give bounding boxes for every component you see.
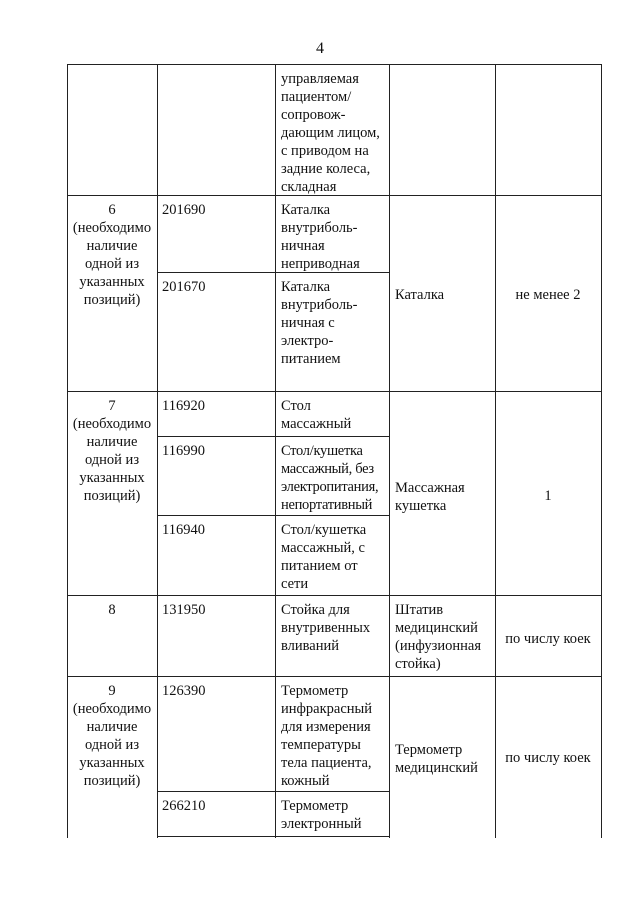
- code-cell: 266210: [162, 798, 206, 814]
- item-name-cell: Термометр инфракрасный для измерения температуры тела пациента, кожный: [281, 683, 373, 789]
- item-name-cell: Термометр электронный: [281, 798, 362, 832]
- item-name-cell: Стол массажный: [281, 398, 352, 432]
- quantity-cell: по числу коек: [505, 631, 591, 647]
- code-cell: 126390: [162, 683, 206, 699]
- item-name-cell: Стол/кушетка массажный, с питанием от сети: [281, 522, 367, 592]
- row-number-cell: 9 (необходимо наличие одной из указанных позиций): [72, 683, 152, 789]
- device-type-cell: Каталка: [395, 287, 445, 303]
- quantity-cell: по числу коек: [505, 750, 591, 766]
- row-number-cell: 6 (необходимо наличие одной из указанных позиций): [72, 202, 152, 308]
- item-name-cell: управляемая пациентом/ сопровож- дающим лицом, с приводом на задние колеса, складная: [281, 71, 380, 195]
- device-type-cell: Штатив медицинский (инфузионная стойка): [395, 602, 481, 672]
- item-name-cell: Каталка внутриболь- ничная с электро- питанием: [281, 279, 358, 367]
- quantity-cell: не менее 2: [515, 287, 581, 303]
- item-name-cell: Каталка внутриболь- ничная неприводная: [281, 202, 360, 272]
- code-cell: 116940: [162, 522, 205, 538]
- item-name-cell: Стойка для внутривенных вливаний: [281, 602, 371, 654]
- row-number-cell: 7 (необходимо наличие одной из указанных позиций): [72, 398, 152, 504]
- code-cell: 131950: [162, 602, 206, 618]
- page-number: 4: [316, 40, 324, 57]
- device-type-cell: Термометр медицинский: [395, 742, 478, 776]
- code-cell: 116920: [162, 398, 205, 414]
- code-cell: 116990: [162, 443, 205, 459]
- row-number-cell: 8: [108, 602, 116, 618]
- quantity-cell: 1: [544, 488, 552, 504]
- device-type-cell: Массажная кушетка: [395, 480, 465, 514]
- code-cell: 201670: [162, 279, 206, 295]
- item-name-cell: Стол/кушетка массажный, без электропитания, непортативный: [281, 443, 379, 513]
- code-cell: 201690: [162, 202, 206, 218]
